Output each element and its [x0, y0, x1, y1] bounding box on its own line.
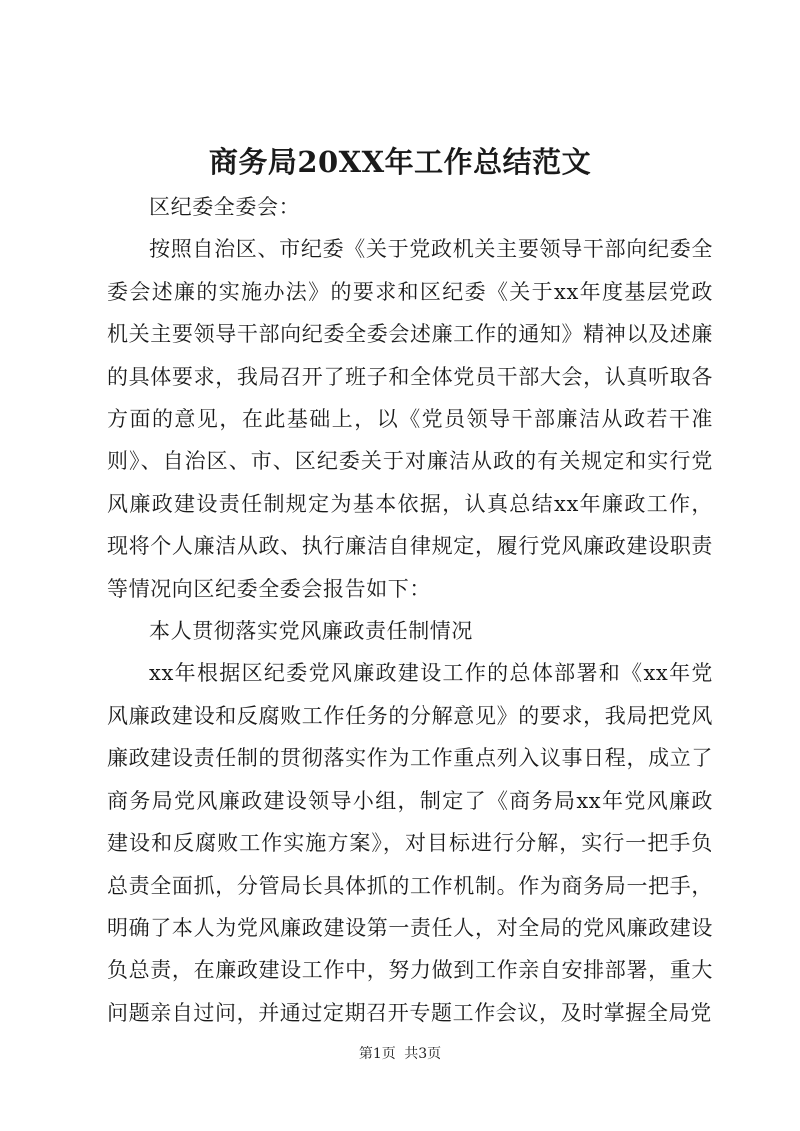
- document-title: 商务局20XX年工作总结范文: [208, 145, 592, 179]
- page-number: 第1页: [358, 1046, 396, 1062]
- salutation: 区纪委全委会：: [149, 195, 301, 219]
- document-body: [107, 186, 713, 1034]
- intro-paragraph: 按照自治区、市纪委《关于党政机关主要领导干部向纪委全委会述廉的实施办法》的要求和区纪委《关于xx年度基层党政机关主要领导干部向纪委全委会述廉工作的通知》精神以及述廉的具体要求，我局召开了班子和全体党员干部大会，认真听取各方面的意见，在此基础上，以《党员领导干部廉洁从政若干准则》、自治区、市、区纪委关于对廉洁从政的有关规定和实行党风廉政建设责任制规定为基本依据，认真总结xx年廉政工作，现将个人廉洁从政、执行廉洁自律规定，履行党风廉政建设职责等情况向区纪委全委会报告如下：: [107, 237, 713, 601]
- body-paragraph: xx年根据区纪委党风廉政建设工作的总体部署和《xx年党风廉政建设和反腐败工作任务的分解意见》的要求，我局把党风廉政建设责任制的贯彻落实作为工作重点列入议事日程，成立了商务局党风廉政建设领导小组，制定了《商务局xx年党风廉政建设和反腐败工作实施方案》，对目标进行分解，实行一把手负总责全面抓，分管局长具体抓的工作机制。作为商务局一把手，明确了本人为党风廉政建设第一责任人，对全局的党风廉政建设负总责，在廉政建设工作中，努力做到工作亲自安排部署，重大问题亲自过问，并通过定期召开专题工作会议，及时掌握全局党: [107, 661, 713, 1025]
- page-total: 共3页: [404, 1046, 442, 1062]
- section-heading: 本人贯彻落实党风廉政责任制情况: [149, 619, 473, 644]
- page-footer: [0, 1044, 800, 1064]
